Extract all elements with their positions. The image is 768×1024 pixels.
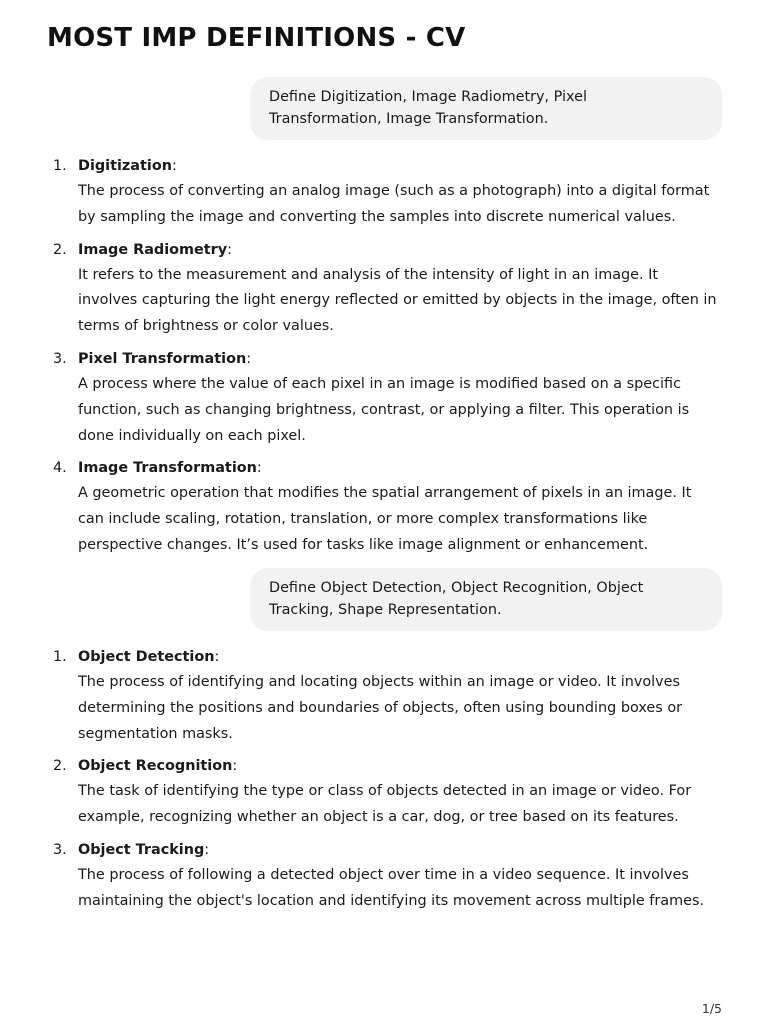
item-number: 2. [53,758,67,775]
definition-text: A geometric operation that modifies the spatial arrangement of pixels in an image. It can include scaling, rotation, translation, or more complex transformations like perspective changes. It’s used for tasks like image alignment or enhancement. [78,485,692,553]
term: Object Detection [78,649,215,665]
item-number: 4. [53,460,67,477]
list-item: 1. Digitization: The process of converting an analog image (such as a photograph) into a digital format by sampling the image and converting the samples into discrete numerical values. [0,153,720,231]
term: Object Recognition [78,758,233,775]
definition-text: It refers to the measurement and analysis of the intensity of light in an image. It involves capturing the light energy reflected or emitted by objects in the image, often in terms of brightness or color values. [78,266,717,335]
item-number: 1. [53,158,67,174]
section-2 [0,568,768,921]
list-item: 3. Object Tracking: The process of following a detected object over time in a video sequence. It involves maintaining the object's location and identifying its movement across multiple frames. [0,837,720,915]
definition-text: The process of identifying and locating objects within an image or video. It involves determining the positions and boundaries of objects, often using bounding boxes or segmentation masks. [78,674,683,742]
term: Object Tracking [78,841,205,858]
prompt-bubble: Define Digitization, Image Radiometry, Pixel Transformation, Image Transformation. [250,77,722,140]
item-number: 3. [53,841,67,858]
definition-text: A process where the value of each pixel in an image is modified based on a specific function, such as changing brightness, contrast, or applying a filter. This operation is done individually on each pixel. [78,375,690,444]
term: Image Radiometry [78,241,228,258]
section-1 [0,77,768,565]
prompt-bubble: Define Object Detection, Object Recognition, Object Tracking, Shape Representation. [250,568,722,631]
list-item: 1. Object Detection: The process of identifying and locating objects within an image or video. It involves determining the positions and boundaries of objects, often using bounding boxes or segmentation masks. [0,644,720,747]
definition-list [0,153,768,559]
term: Pixel Transformation [78,350,247,367]
term: Digitization [78,158,172,174]
list-item: 3. Pixel Transformation: A process where the value of each pixel in an image is modified based on a specific function, such as changing brightness, contrast, or applying a filter. This operation is done individually on each pixel. [0,346,720,449]
item-number: 3. [53,350,67,367]
page-number: 1/5 [701,1001,722,1016]
list-item: 4. Image Transformation: A geometric operation that modifies the spatial arrangement of pixels in an image. It can include scaling, rotation, translation, or more complex transformations like perspective changes. It’s used for tasks like image alignment or enhancement. [0,455,720,558]
item-number: 1. [53,649,67,665]
list-item: 2. Object Recognition: The task of identifying the type or class of objects detected in an image or video. For example, recognizing whether an object is a car, dog, or tree based on its features. [0,753,720,831]
page-title: MOST IMP DEFINITIONS - CV [47,23,466,53]
definition-text: The process of converting an analog image (such as a photograph) into a digital format by sampling the image and converting the samples into discrete numerical values. [78,183,710,225]
definition-text: The task of identifying the type or class of objects detected in an image or video. For example, recognizing whether an object is a car, dog, or tree based on its features. [78,783,692,826]
item-number: 2. [53,241,67,258]
list-item: 2. Image Radiometry: It refers to the measurement and analysis of the intensity of light in an image. It involves capturing the light energy reflected or emitted by objects in the image, often in terms of brightness or color values. [0,237,720,340]
definition-list [0,644,768,915]
term: Image Transformation [78,460,257,477]
definition-text: The process of following a detected object over time in a video sequence. It involves maintaining the object's location and identifying its movement across multiple frames. [78,866,705,909]
